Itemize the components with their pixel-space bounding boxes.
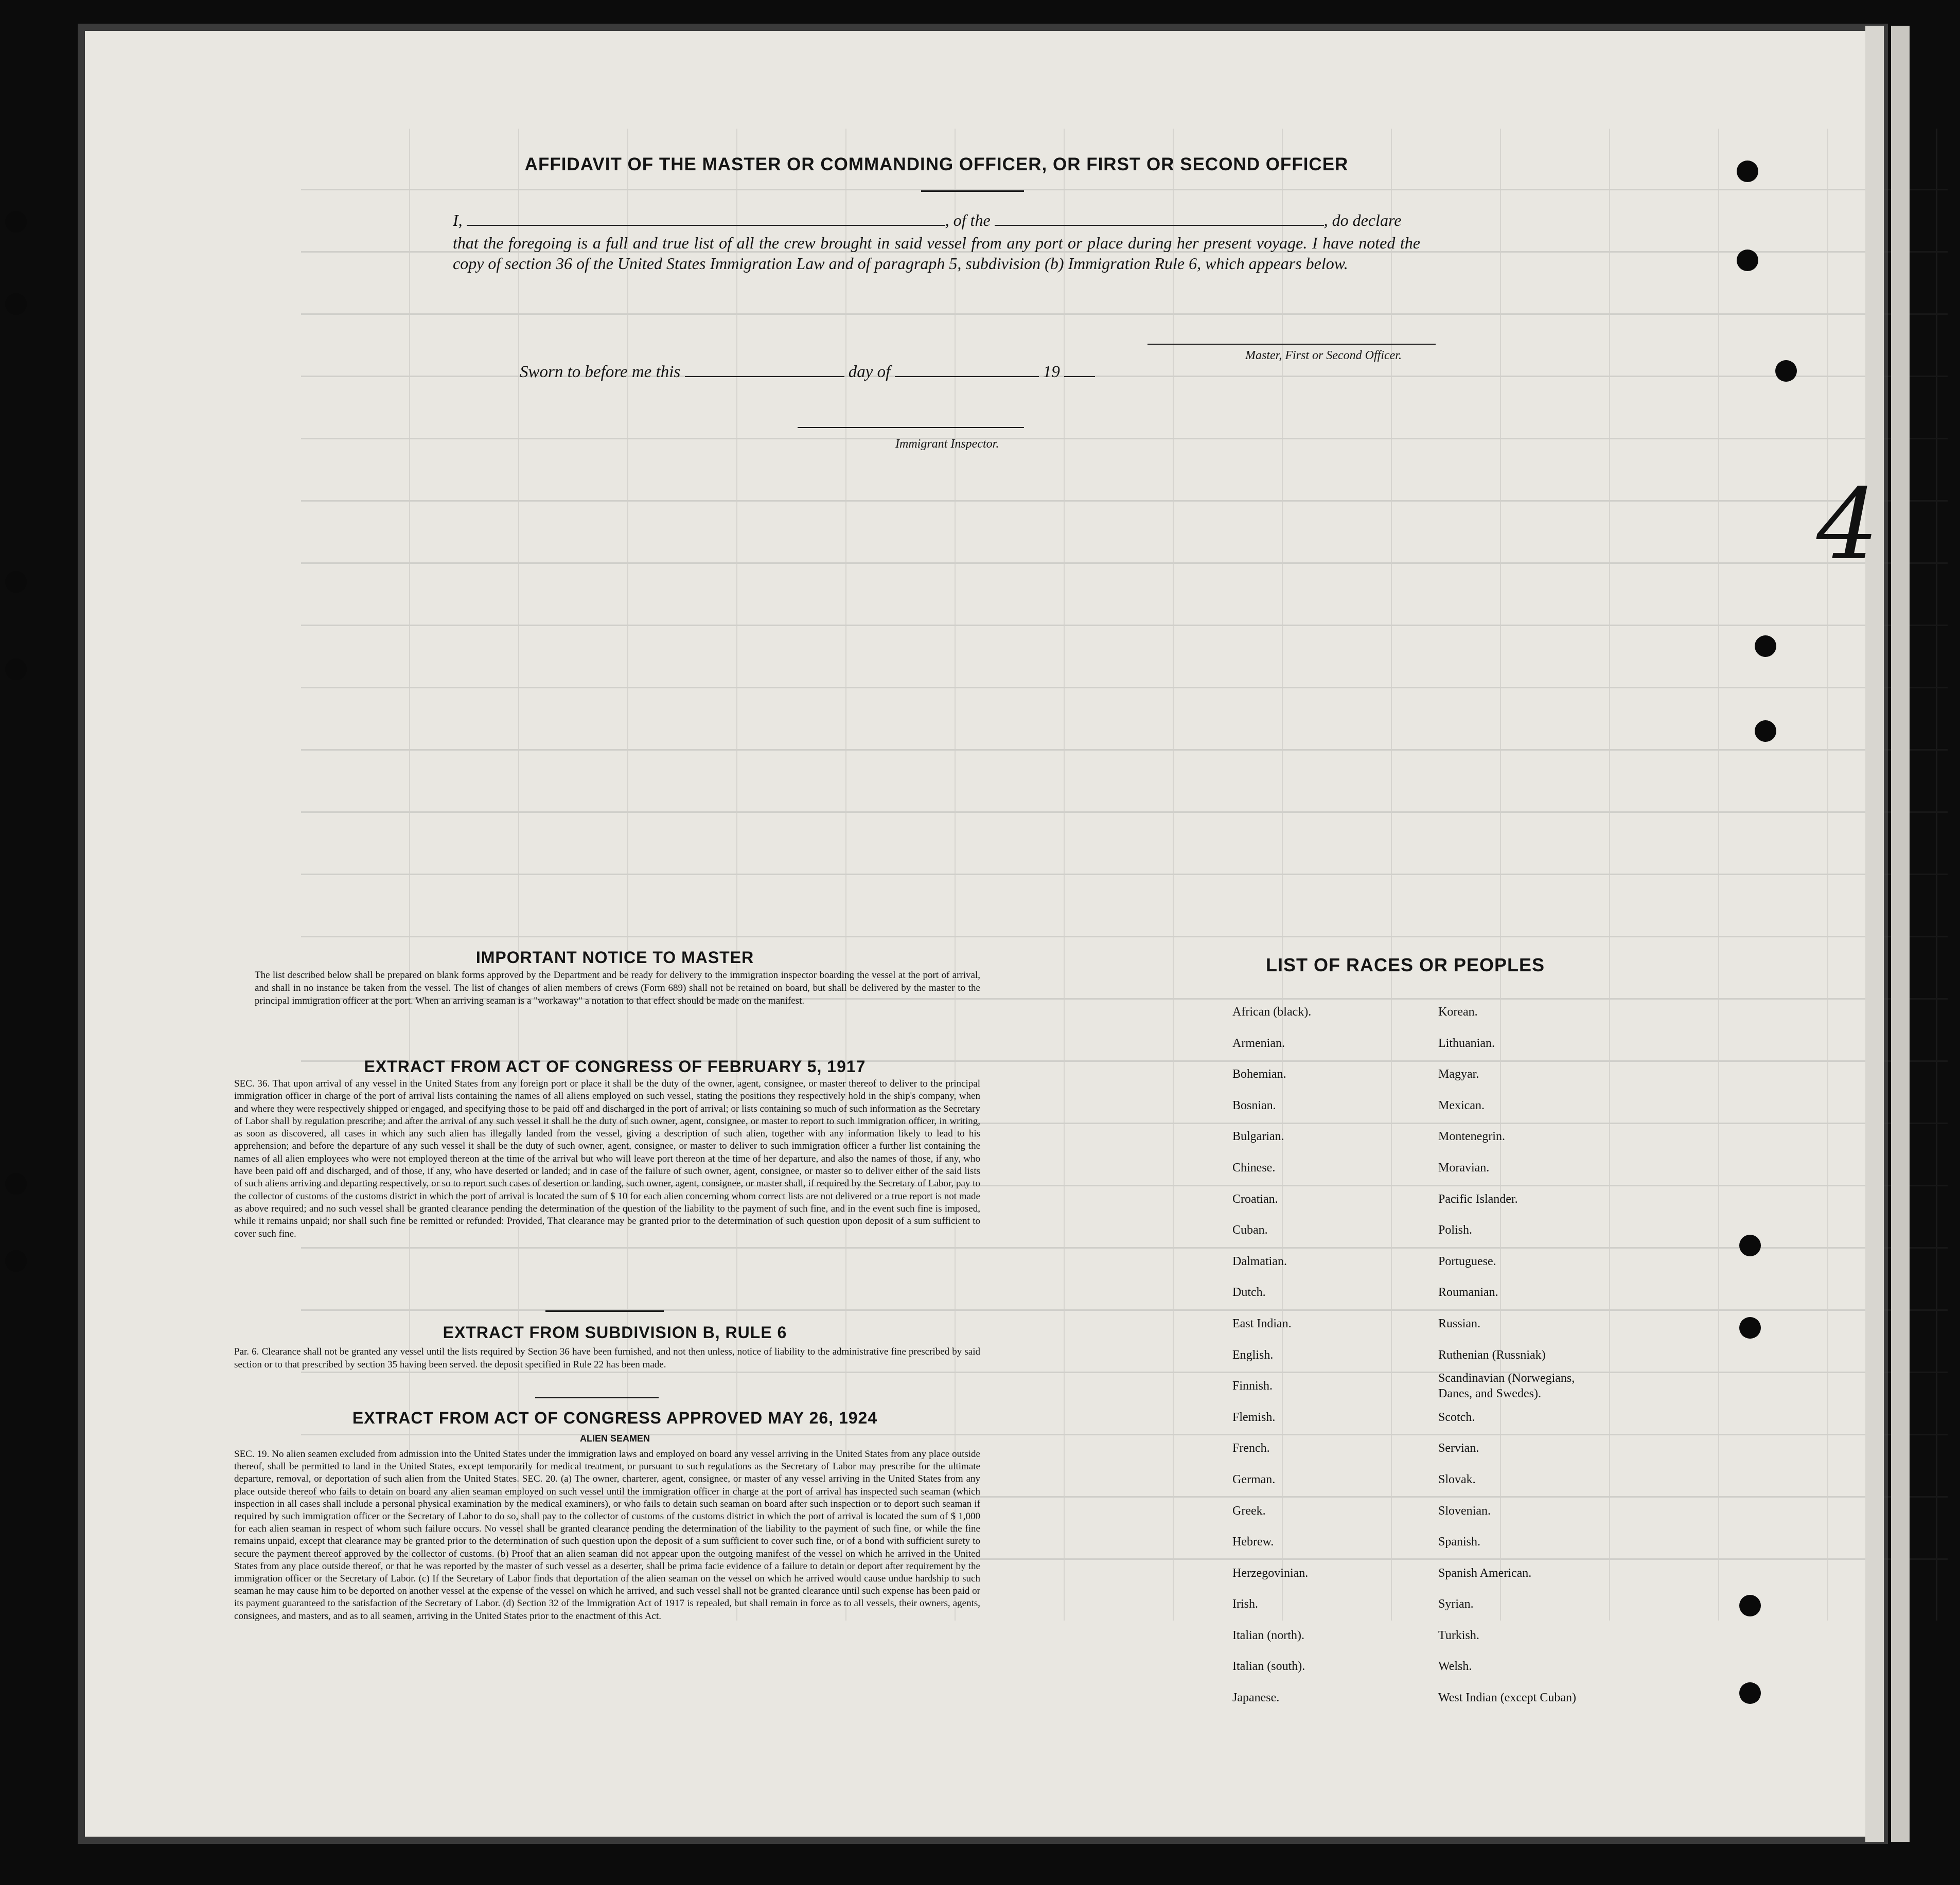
master-signature-line[interactable] <box>1147 344 1436 345</box>
affidavit-i-label: I, <box>453 211 463 229</box>
race-entry: Bulgarian. <box>1232 1130 1284 1144</box>
affidavit-statement <box>453 210 1420 230</box>
affidavit-title: AFFIDAVIT OF THE MASTER OR COMMANDING OFFICER, OR FIRST OR SECOND OFFICER <box>524 154 1349 174</box>
race-entry: Bosnian. <box>1232 1098 1276 1112</box>
race-entry: East Indian. <box>1232 1317 1292 1330</box>
race-entry: Korean. <box>1438 1005 1478 1019</box>
race-entry: Spanish. <box>1438 1535 1481 1549</box>
extract-1917-title: EXTRACT FROM ACT OF CONGRESS OF FEBRUARY 5, 1917 <box>364 1057 866 1076</box>
title-rule <box>921 190 1024 192</box>
race-entry: Servian. <box>1438 1442 1479 1455</box>
inspector-signature-line[interactable] <box>798 427 1024 428</box>
race-entry: Dutch. <box>1232 1286 1266 1300</box>
extract-1924-title: EXTRACT FROM ACT OF CONGRESS APPROVED MAY 26, 1924 <box>352 1409 878 1427</box>
sworn-day-field[interactable] <box>685 376 844 377</box>
race-entry: Syrian. <box>1438 1597 1474 1611</box>
race-entry: Finnish. <box>1232 1379 1273 1393</box>
notice-body: The list described below shall be prepared on blank forms approved by the Department and be ready for delivery to the immigration inspector boarding the vessel at the port of arrival, and shall in no instance be taken from the vessel. The list of changes of alien members of crews (Form 689) shall not be retained on board, but shall be delivered by the master to the principal immigration officer at the port. When an arriving seaman is a "workaway" a notation to that effect should be made on the manifest. <box>255 970 980 1006</box>
race-entry: Slovak. <box>1438 1472 1476 1486</box>
extract-1917-body: SEC. 36. That upon arrival of any vessel in the United States from any foreign port or place it shall be the duty of the owner, agent, consignee, or master thereof to deliver to the principal immigration officer in charge of the port of arrival lists containing the names of all aliens employed on such vessel, stating the positions they respectively hold in the ship's company, when and where they were respectively shipped or engaged, and specifying those to be paid off and discharged in the port of arrival; or lists containing so much of such information as the Secretary of Labor shall by regulation prescribe; and after the arrival of any such vessel it shall be the duty of such owner, agent, consignee, or master to report to such immigration officer, in writing, as soon as discovered, all cases in which any such alien has illegally landed from the vessel, giving a description of such alien, together with any information likely to lead to his apprehension; and before the departure of any such vessel it shall be the duty of such owner, agent, consignee, or master to deliver to such immigration officer a further list containing the names of all alien employees who were not employed thereon at the time of the arrival but who will leave port thereon at the time of her departure, and also the names of those, if any, who have been paid off and discharged, and of those, if any, who have deserted or landed; and in case of the failure of such owner, agent, consignee, or master so to deliver either of the said lists of such aliens arriving and departing respectively, or so to report such cases of desertion or landing, such owner, agent, consignee, or master shall, if required by the Secretary of Labor, pay to the collector of customs of the customs district in which the port of arrival is located the sum of $ 10 for each alien concerning whom correct lists are not delivered or a true report is not made as above required; and no such vessel shall be granted clearance pending the determination of the question of the liability to the payment of such fine, and in the event such fine is imposed, while it remains unpaid; nor shall such fine be remitted or refunded: Provided, That clearance may be granted prior to the determination of such question upon deposit of a sum sufficient to cover such fine. <box>234 1078 980 1239</box>
extract-1924-body: SEC. 19. No alien seamen excluded from admission into the United States under the immigration laws and employed on board any vessel arriving in the United States from any place outside thereof, shall be permitted to land in the United States, except temporarily for medical treatment, or pursuant to such regulations as the Secretary of Labor may prescribe for the ultimate departure, removal, or deportation of such alien from the United States. SEC. 20. (a) The owner, charterer, agent, consignee, or master of any vessel arriving in the United States from any place outside thereof who fails to detain on board any alien seaman employed on such vessel until the immigration officer in charge at the port of arrival has inspected such seaman (which inspection in all cases shall include a personal physical examination by the medical examiners), or who fails to detain such seaman on board after such inspection or to deport such seaman if required by such immigration officer or the Secretary of Labor to do so, shall pay to the collector of customs of the customs district in which the port of arrival is located the sum of $ 1,000 for each alien seaman in respect of whom such failure occurs. No vessel shall be granted clearance pending the determination of the liability to the payment of such fine, or while the fine remains unpaid, except that clearance may be granted prior to the determination of such question upon the deposit of a sum sufficient to cover such fine, or of a bond with sufficient surety to secure the payment thereof approved by the collector of customs. (b) Proof that an alien seaman did not appear upon the outgoing manifest of the vessel on which he arrived in the United States from any place outside thereof, or that he was reported by the master of such vessel as a deserter, shall be prima facie evidence of a failure to detain or deport after requirement by the immigration officer or the Secretary of Labor. (c) If the Secretary of Labor finds that deportation of the alien seaman on the vessel on which he arrived would cause undue hardship to such seaman he may cause him to be deported on another vessel at the expense of the vessel on which he arrived, and such vessel shall not be granted clearance until such expense has been paid or its payment guaranteed to the satisfaction of the Secretary of Labor. (d) Section 32 of the Immigration Act of 1917 is repealed, but shall remain in force as to all vessels, their owners, agents, consignees, and masters, and as to all seamen, arriving in the United States prior to the enactment of this Act. <box>234 1449 980 1622</box>
affidavit-body: that the foregoing is a full and true list of all the crew brought in said vessel from any port or place during her present voyage. I have noted the copy of section 36 of the United States Immigration Law and of paragraph 5, subdivision (b) Immigration Rule 6, which appears below. <box>453 234 1420 273</box>
notice-title: IMPORTANT NOTICE TO MASTER <box>475 948 754 967</box>
race-entry: Dalmatian. <box>1232 1254 1287 1268</box>
race-entry: Welsh. <box>1438 1660 1472 1674</box>
race-entry: Lithuanian. <box>1438 1036 1495 1050</box>
punch-hole <box>5 571 27 593</box>
affidavit-of-the-label: , of the <box>945 211 991 229</box>
punch-hole <box>1739 1682 1761 1704</box>
punch-hole <box>5 293 27 315</box>
race-entry: Polish. <box>1438 1223 1473 1237</box>
sworn-year-field[interactable] <box>1064 376 1095 377</box>
extract-1924-subtitle: ALIEN SEAMEN <box>579 1433 650 1444</box>
race-entry: Bohemian. <box>1232 1068 1286 1081</box>
race-entry: Italian (south). <box>1232 1660 1305 1674</box>
sworn-line <box>520 363 1095 382</box>
race-entry: Russian. <box>1438 1317 1481 1330</box>
punch-hole <box>1739 1595 1761 1616</box>
master-signature-label: Master, First or Second Officer. <box>1245 349 1402 362</box>
handwritten-page-number: 4 <box>1816 468 1879 581</box>
race-entry: Cuban. <box>1232 1223 1268 1237</box>
punch-hole <box>1737 161 1758 182</box>
race-entry: African (black). <box>1232 1005 1312 1019</box>
punch-hole <box>5 659 27 680</box>
race-entry: Magyar. <box>1438 1068 1479 1081</box>
page-edge-back <box>1891 26 1910 1842</box>
affidavit-declare-label: , do declare <box>1323 211 1402 229</box>
inspector-signature-label: Immigrant Inspector. <box>895 437 999 451</box>
section-rule <box>545 1310 664 1312</box>
race-entry: Moravian. <box>1438 1161 1490 1175</box>
race-entry: Italian (north). <box>1232 1628 1304 1642</box>
race-entry: West Indian (except Cuban) <box>1438 1691 1576 1705</box>
race-entry: English. <box>1232 1348 1274 1362</box>
punch-hole <box>5 1173 27 1195</box>
race-entry: Herzegovinian. <box>1232 1566 1309 1580</box>
race-entry: Spanish American. <box>1438 1566 1532 1580</box>
sworn-label: Sworn to before me this <box>520 363 681 381</box>
sworn-month-field[interactable] <box>895 376 1039 377</box>
race-entry: Hebrew. <box>1232 1535 1274 1549</box>
race-entry: Croatian. <box>1232 1192 1278 1206</box>
races-title: LIST OF RACES OR PEOPLES <box>1266 954 1545 975</box>
day-of-label: day of <box>848 363 891 381</box>
race-entry: Greek. <box>1232 1504 1266 1518</box>
race-entry: Turkish. <box>1438 1628 1479 1642</box>
officer-name-field[interactable] <box>467 225 945 226</box>
race-entry: Slovenian. <box>1438 1504 1491 1518</box>
punch-hole <box>1737 250 1758 271</box>
race-entry: Chinese. <box>1232 1161 1276 1175</box>
races-left-column <box>1232 997 1311 1714</box>
extract-rule6-body: Par. 6. Clearance shall not be granted any vessel until the lists required by Section 36 have been furnished, and not then unless, notice of liability to the administrative fine prescribed by said section or to that prescribed by section 35 having been served. the deposit specified in Rule 22 has been made. <box>234 1346 980 1370</box>
race-entry: Ruthenian (Russniak) <box>1438 1348 1546 1362</box>
punch-hole <box>1775 360 1797 382</box>
punch-hole <box>1739 1235 1761 1256</box>
race-entry: Portuguese. <box>1438 1254 1496 1268</box>
race-entry: German. <box>1232 1472 1276 1486</box>
race-entry: Roumanian. <box>1438 1286 1498 1300</box>
punch-hole <box>1739 1317 1761 1339</box>
page-edge <box>1865 26 1884 1842</box>
punch-hole <box>1755 720 1776 742</box>
vessel-name-field[interactable] <box>995 225 1324 226</box>
year-label: 19 <box>1043 363 1060 381</box>
race-entry: French. <box>1232 1442 1270 1455</box>
race-entry: Japanese. <box>1232 1691 1280 1705</box>
race-entry: Flemish. <box>1232 1410 1276 1424</box>
section-rule <box>535 1397 659 1398</box>
race-entry: Armenian. <box>1232 1036 1285 1050</box>
race-entry: Scotch. <box>1438 1410 1475 1424</box>
punch-hole <box>5 211 27 233</box>
race-entry: Montenegrin. <box>1438 1130 1505 1144</box>
race-entry: Scandinavian (Norwegians, Danes, and Swedes). <box>1438 1372 1575 1401</box>
race-entry: Mexican. <box>1438 1098 1485 1112</box>
race-entry: Irish. <box>1232 1597 1258 1611</box>
race-entry: Pacific Islander. <box>1438 1192 1518 1206</box>
extract-rule6-title: EXTRACT FROM SUBDIVISION B, RULE 6 <box>443 1323 787 1342</box>
punch-hole <box>1755 635 1776 657</box>
punch-hole <box>5 1250 27 1272</box>
races-right-column <box>1438 997 1603 1714</box>
